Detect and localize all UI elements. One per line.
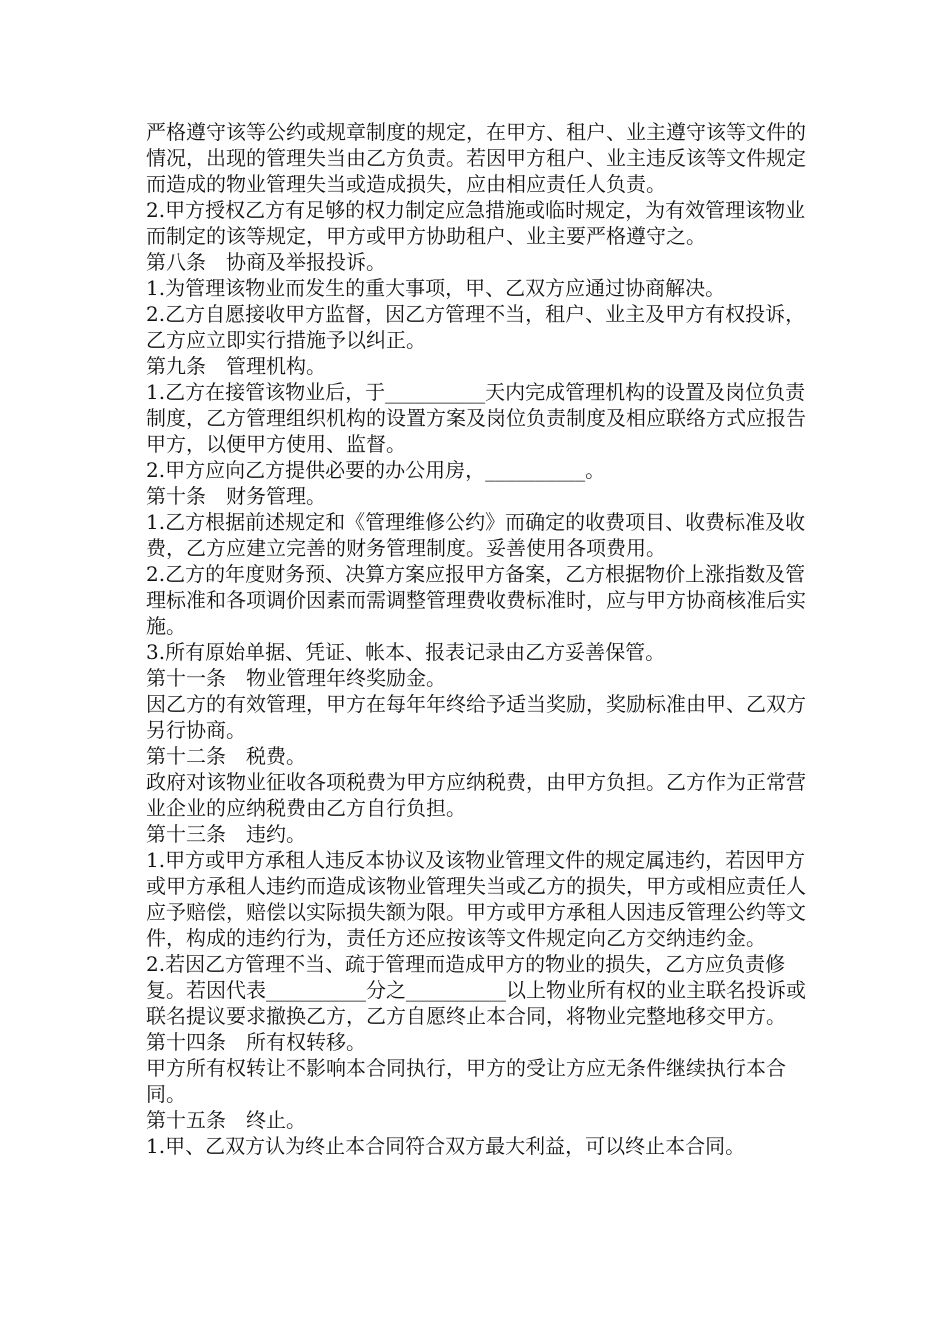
- article-9-heading: 第九条 管理机构。: [146, 354, 326, 378]
- article-8-item-2: 2.乙方自愿接收甲方监督，因乙方管理不当，租户、业主及甲方有权投诉，乙方应立即实行措施予以纠正。: [146, 302, 806, 352]
- article-10-item-2: 2.乙方的年度财务预、决算方案应报甲方备案，乙方根据物价上涨指数及管理标准和各项调价因素而需调整管理费收费标准时，应与甲方协商核准后实施。: [146, 562, 806, 638]
- article-9-item-1: 1.乙方在接管该物业后，于__________天内完成管理机构的设置及岗位负责制度，乙方管理组织机构的设置方案及岗位负责制度及相应联络方式应报告甲方，以便甲方使用、监督。: [146, 380, 806, 456]
- article-13-heading: 第十三条 违约。: [146, 822, 306, 846]
- article-15-heading: 第十五条 终止。: [146, 1108, 306, 1132]
- paragraph-continuation: 严格遵守该等公约或规章制度的规定，在甲方、租户、业主遵守该等文件的情况，出现的管理失当由乙方负责。若因甲方租户、业主违反该等文件规定而造成的物业管理失当或造成损失，应由相应责任人负责。: [146, 120, 806, 196]
- clause-7-item-2: 2.甲方授权乙方有足够的权力制定应急措施或临时规定，为有效管理该物业而制定的该等规定，甲方或甲方协助租户、业主要严格遵守之。: [146, 198, 806, 248]
- article-11-heading: 第十一条 物业管理年终奖励金。: [146, 666, 446, 690]
- article-14-body: 甲方所有权转让不影响本合同执行，甲方的受让方应无条件继续执行本合同。: [146, 1056, 786, 1106]
- article-15-item-1: 1.甲、乙双方认为终止本合同符合双方最大利益，可以终止本合同。: [146, 1134, 746, 1158]
- article-10-heading: 第十条 财务管理。: [146, 484, 326, 508]
- article-13-item-2: 2.若因乙方管理不当、疏于管理而造成甲方的物业的损失，乙方应负责修复。若因代表__________分之__________以上物业所有权的业主联名投诉或联名提议要求撤换乙方，乙方自愿终止本合同，将物业完整地移交甲方。: [146, 952, 806, 1028]
- article-11-body: 因乙方的有效管理，甲方在每年年终给予适当奖励，奖励标准由甲、乙双方另行协商。: [146, 692, 806, 742]
- article-8-item-1: 1.为管理该物业而发生的重大事项，甲、乙双方应通过协商解决。: [146, 276, 726, 300]
- article-10-item-3: 3.所有原始单据、凭证、帐本、报表记录由乙方妥善保管。: [146, 640, 666, 664]
- document-page: [146, 119, 816, 1159]
- article-10-item-1: 1.乙方根据前述规定和《管理维修公约》而确定的收费项目、收费标准及收费，乙方应建立完善的财务管理制度。妥善使用各项费用。: [146, 510, 806, 560]
- article-8-heading: 第八条 协商及举报投诉。: [146, 250, 386, 274]
- article-12-heading: 第十二条 税费。: [146, 744, 306, 768]
- article-13-item-1: 1.甲方或甲方承租人违反本协议及该物业管理文件的规定属违约，若因甲方或甲方承租人违约而造成该物业管理失当或乙方的损失，甲方或相应责任人应予赔偿，赔偿以实际损失额为限。甲方或甲方承租人因违反管理公约等文件，构成的违约行为，责任方还应按该等文件规定向乙方交纳违约金。: [146, 848, 806, 950]
- article-14-heading: 第十四条 所有权转移。: [146, 1030, 366, 1054]
- article-9-item-2: 2.甲方应向乙方提供必要的办公用房，__________。: [146, 458, 606, 482]
- article-12-body: 政府对该物业征收各项税费为甲方应纳税费，由甲方负担。乙方作为正常营业企业的应纳税费由乙方自行负担。: [146, 770, 806, 820]
